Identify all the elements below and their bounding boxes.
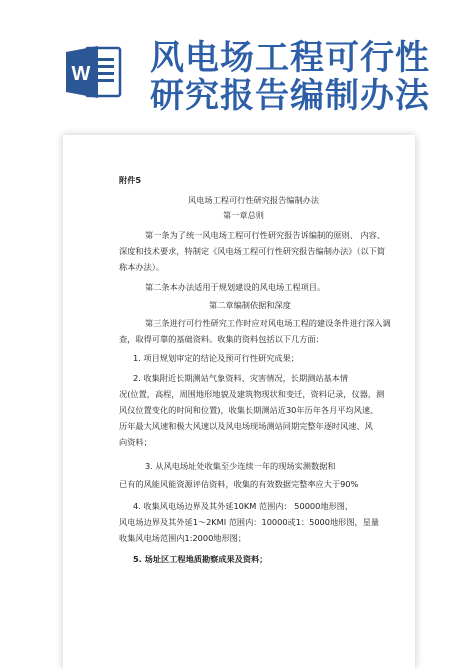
doc-line: 况(位置，高程，周围地形地貌及建筑物现状和变迁，资料记录，仪器，测 [119,389,385,399]
doc-line: 历年最大风速和极大风速以及风电场现场测站同期完整年逐时风速、风 [119,421,373,431]
doc-line: 收集风电场范围内1:2000地形图； [119,533,247,543]
word-document-icon [64,44,124,100]
doc-line: 查，取得可靠的基础资料。收集的资料包括以下几方面： [119,334,324,344]
page-header [0,0,474,120]
doc-line: 第二条本办法适用于规划建设的风电场工程项目。 [145,282,326,292]
list-item: 1. 项目规划审定的结论及预可行性研究成果； [133,353,299,363]
attachment-label: 附件5 [119,175,142,185]
document-page [63,135,415,669]
page-title-line-1: 风电场工程可行性 [150,38,430,78]
chapter-heading: 第二章编制依据和深度 [209,300,291,310]
doc-line: 风仪位置变化的时间和位置)，收集长期测站近30年历年各月平均风速、 [119,405,379,415]
doc-line: 第一条为了统一风电场工程可行性研究报告诉编制的原则、 内容、 [145,230,386,240]
chapter-heading: 第一章总则 [223,210,264,220]
doc-line: 向资料； [119,437,152,447]
list-item: 5. 场址区工程地质勘察成果及资料； [133,554,268,564]
list-item: 4. 收集风电场边界及其外延10KM 范围内： 50000地形图， [133,501,354,511]
list-item: 3. 从风电场址处收集至少连续一年的现场实测数据和 [145,461,336,471]
doc-line: 深度和技术要求，特制定《风电场工程可行性研究报告编制办法》（以下简 [119,246,386,256]
doc-line: 已有的风能风能资源评估资料，收集的有效数据完整率应大于90% [119,479,359,489]
doc-line: 第三条进行可行性研究工作时应对风电场工程的建设条件进行深入调 [145,318,391,328]
page-title-line-2: 研究报告编制办法 [150,76,430,116]
doc-line: 称本办法）。 [119,262,165,272]
document-title: 风电场工程可行性研究报告编制办法 [188,195,320,205]
word-icon-letter: W [71,63,91,85]
doc-line: 风电场边界及其外延1～2KMI 范围内：10000或1：5000地形图，星量 [119,517,380,527]
list-item: 2. 收集附近长期测站气象资料、灾害情况，长期测站基本情 [133,373,349,383]
